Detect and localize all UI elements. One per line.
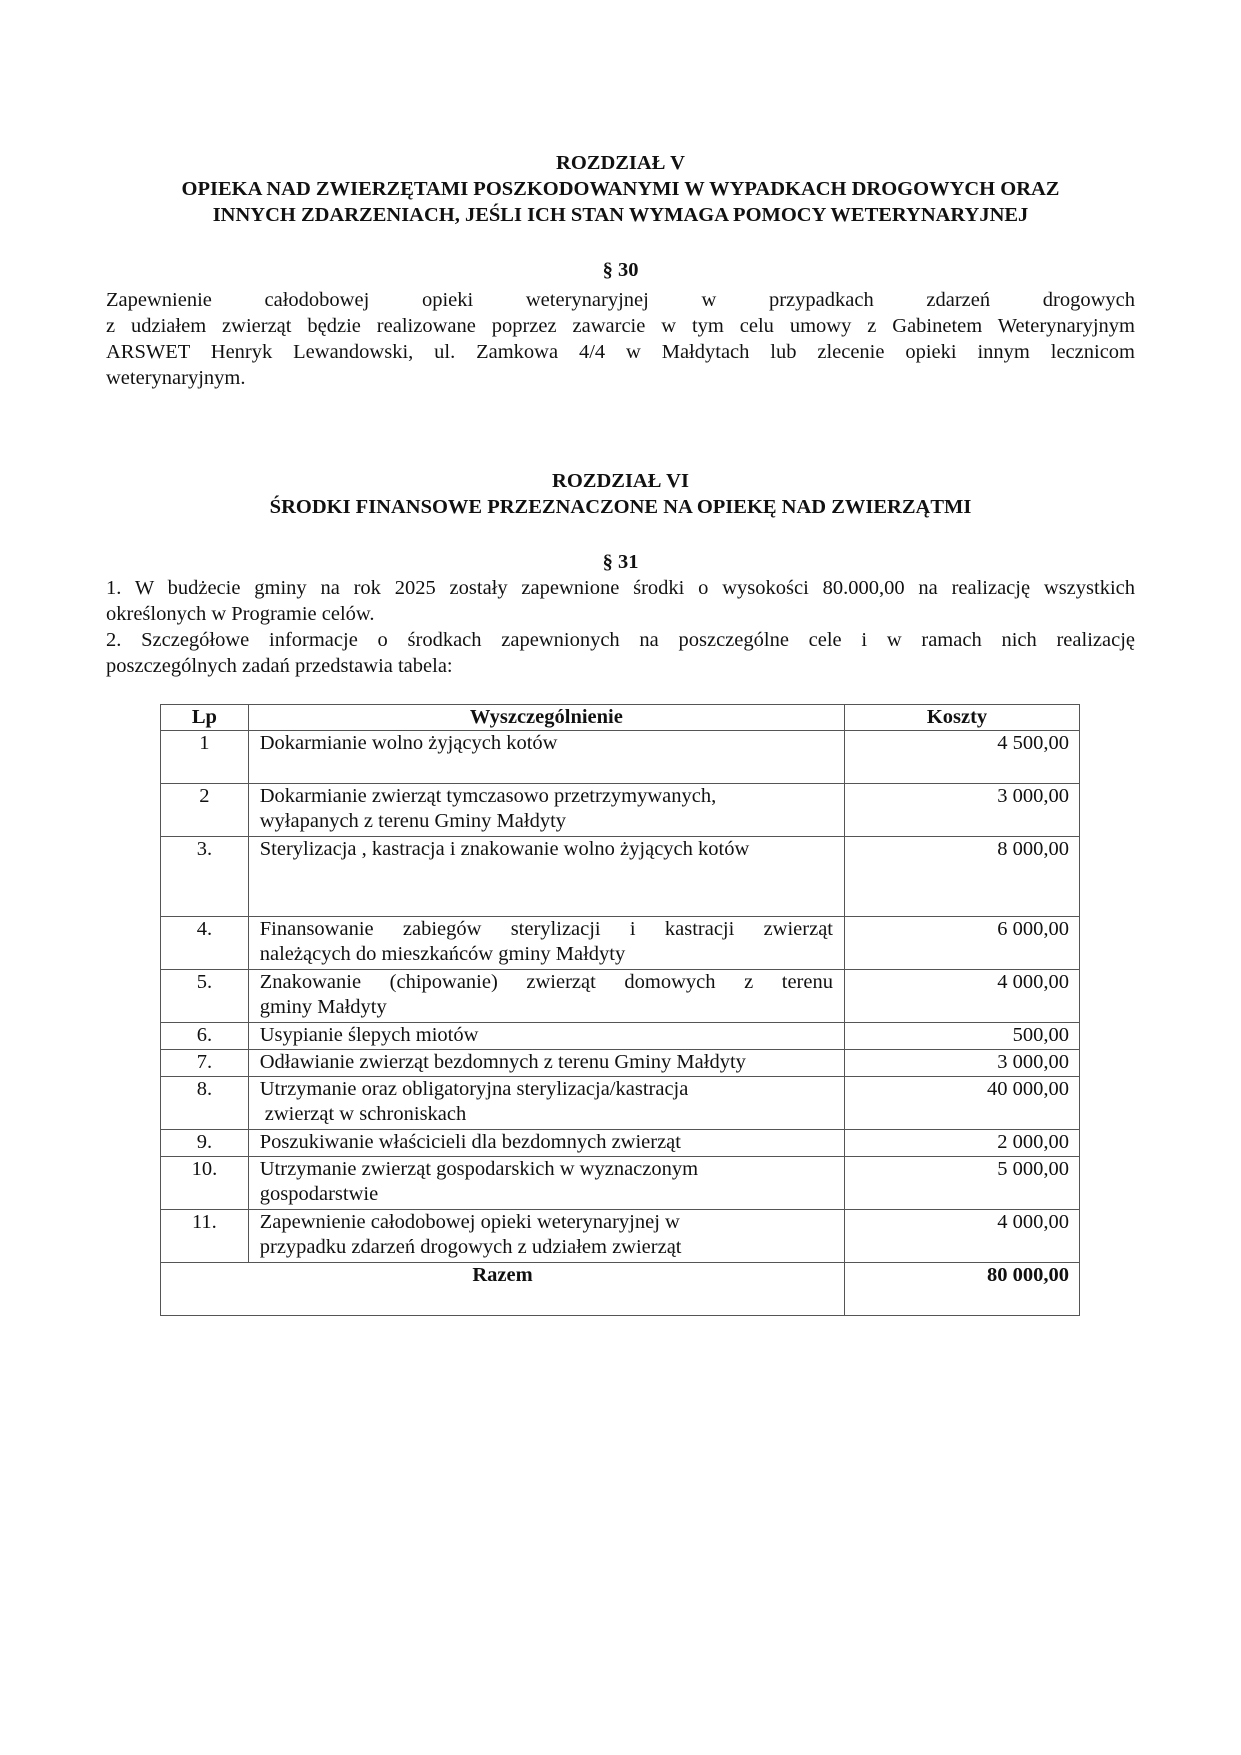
chapter-5-heading	[106, 150, 1135, 228]
row-description	[248, 1050, 844, 1077]
chapter-5-title-line-2: INNYCH ZDARZENIACH, JEŚLI ICH STAN WYMAGA POMOCY WETERYNARYJNEJ	[212, 204, 1029, 226]
row-description	[248, 1210, 844, 1263]
row-description	[248, 1157, 844, 1210]
table-header-row	[161, 705, 1080, 731]
header-cost: Koszty	[845, 705, 1080, 731]
total-value: 80 000,00	[845, 1263, 1080, 1316]
row-description	[248, 1077, 844, 1130]
row-description	[248, 917, 844, 970]
row-description	[248, 731, 844, 784]
costs-table	[160, 704, 1080, 1316]
paragraph-30-line-4: weterynaryjnym.	[106, 367, 246, 389]
row-description	[248, 970, 844, 1023]
table-row	[161, 1023, 1080, 1050]
point-1-line-2: określonych w Programie celów.	[106, 603, 375, 625]
row-description-line-1: Dokarmianie wolno żyjących kotów	[259, 732, 558, 754]
row-description	[248, 837, 844, 917]
row-lp: 8.	[161, 1077, 249, 1130]
table-row	[161, 1077, 1080, 1130]
row-description-line-1: Znakowanie (chipowanie) zwierząt domowych z terenu	[259, 971, 833, 993]
row-lp: 3.	[161, 837, 249, 917]
row-description-line-1: Utrzymanie oraz obligatoryjna sterylizacja/kastracja	[259, 1078, 689, 1100]
table-row	[161, 1050, 1080, 1077]
row-description-line-1: Sterylizacja , kastracja i znakowanie wolno żyjących kotów	[259, 838, 750, 860]
chapter-6-title: ŚRODKI FINANSOWE PRZEZNACZONE NA OPIEKĘ NAD ZWIERZĄTMI	[269, 496, 972, 518]
point-1-line-1: 1. W budżecie gminy na rok 2025 zostały zapewnione środki o wysokości 80.000,00 na realizację wszystkich	[106, 577, 1135, 599]
table-row	[161, 1210, 1080, 1263]
row-lp: 6.	[161, 1023, 249, 1050]
chapter-6-heading	[106, 468, 1135, 520]
table-row	[161, 1157, 1080, 1210]
row-lp: 10.	[161, 1157, 249, 1210]
row-description-line-1: Usypianie ślepych miotów	[259, 1024, 479, 1046]
table-row	[161, 784, 1080, 837]
chapter-5-number: ROZDZIAŁ V	[556, 152, 685, 174]
point-2-line-2: poszczególnych zadań przedstawia tabela:	[106, 655, 453, 677]
row-lp: 9.	[161, 1130, 249, 1157]
row-description-line-2: wyłapanych z terenu Gminy Małdyty	[259, 810, 567, 832]
header-lp: Lp	[161, 705, 249, 731]
paragraph-30-line-2: z udziałem zwierząt będzie realizowane poprzez zawarcie w tym celu umowy z Gabinetem Weterynaryjnym	[106, 315, 1135, 337]
row-description-line-1: Odławianie zwierząt bezdomnych z terenu Gminy Małdyty	[259, 1051, 746, 1073]
paragraph-30-text	[106, 287, 1135, 391]
row-description-line-1: Zapewnienie całodobowej opieki weterynaryjnej w	[259, 1211, 680, 1233]
row-description-line-2: gospodarstwie	[259, 1183, 379, 1205]
chapter-6-number: ROZDZIAŁ VI	[552, 470, 689, 492]
row-description	[248, 784, 844, 837]
row-cost: 2 000,00	[845, 1130, 1080, 1157]
row-cost: 6 000,00	[845, 917, 1080, 970]
table-row	[161, 1130, 1080, 1157]
row-cost: 5 000,00	[845, 1157, 1080, 1210]
row-description-line-1: Poszukiwanie właścicieli dla bezdomnych zwierząt	[259, 1131, 681, 1153]
row-description-line-2: należących do mieszkańców gminy Małdyty	[259, 943, 626, 965]
row-description-line-2: gminy Małdyty	[259, 996, 387, 1018]
row-cost: 3 000,00	[845, 784, 1080, 837]
header-description: Wyszczególnienie	[248, 705, 844, 731]
row-cost: 3 000,00	[845, 1050, 1080, 1077]
row-cost: 500,00	[845, 1023, 1080, 1050]
row-lp: 1	[161, 731, 249, 784]
row-description-line-2: przypadku zdarzeń drogowych z udziałem zwierząt	[259, 1236, 682, 1258]
row-description-line-2: zwierząt w schroniskach	[264, 1103, 467, 1125]
row-cost: 4 000,00	[845, 1210, 1080, 1263]
paragraph-31-text	[106, 575, 1135, 679]
row-description-line-1: Utrzymanie zwierząt gospodarskich w wyznaczonym	[259, 1158, 699, 1180]
row-lp: 2	[161, 784, 249, 837]
point-2-line-1: 2. Szczegółowe informacje o środkach zapewnionych na poszczególne cele i w ramach nich realizację	[106, 629, 1135, 651]
row-lp: 5.	[161, 970, 249, 1023]
row-cost: 4 000,00	[845, 970, 1080, 1023]
paragraph-30-line-3: ARSWET Henryk Lewandowski, ul. Zamkowa 4/4 w Małdytach lub zlecenie opieki innym lecznicom	[106, 341, 1135, 363]
paragraph-31-sign: § 31	[602, 551, 639, 573]
row-lp: 4.	[161, 917, 249, 970]
table-row	[161, 837, 1080, 917]
table-row	[161, 917, 1080, 970]
table-total-row	[161, 1263, 1080, 1316]
paragraph-30-sign: § 30	[602, 259, 639, 281]
paragraph-30-line-1: Zapewnienie całodobowej opieki weterynaryjnej w przypadkach zdarzeń drogowych	[106, 289, 1135, 311]
row-description-line-1: Dokarmianie zwierząt tymczasowo przetrzymywanych,	[259, 785, 717, 807]
chapter-5-title-line-1: OPIEKA NAD ZWIERZĘTAMI POSZKODOWANYMI W WYPADKACH DROGOWYCH ORAZ	[181, 178, 1060, 200]
row-lp: 7.	[161, 1050, 249, 1077]
total-label: Razem	[161, 1263, 845, 1316]
row-cost: 4 500,00	[845, 731, 1080, 784]
row-description	[248, 1023, 844, 1050]
row-description-line-1: Finansowanie zabiegów sterylizacji i kastracji zwierząt	[259, 918, 833, 940]
row-cost: 8 000,00	[845, 837, 1080, 917]
row-description	[248, 1130, 844, 1157]
row-lp: 11.	[161, 1210, 249, 1263]
table-row	[161, 970, 1080, 1023]
table-row	[161, 731, 1080, 784]
row-cost: 40 000,00	[845, 1077, 1080, 1130]
